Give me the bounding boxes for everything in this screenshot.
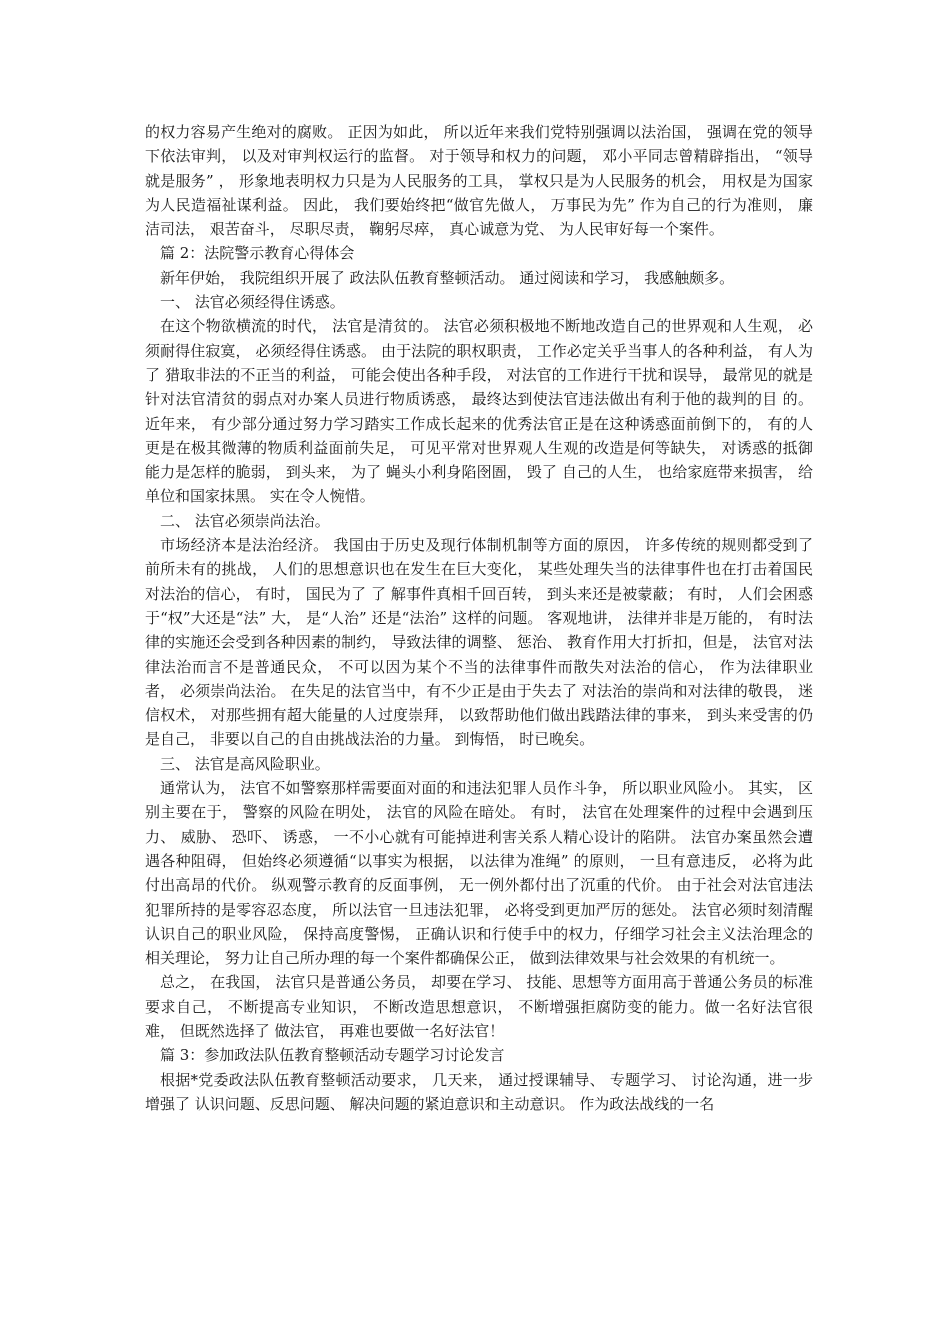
- paragraph-point-3: 通常认为， 法官不如警察那样需要面对面的和违法犯罪人员作斗争， 所以职业风险小。 其实， 区别主要在于， 警察的风险在明处， 法官的风险在暗处。 有时， 法官在处理案件的过程中会遇到压力、 威胁、 恐吓、 诱惑， 一不小心就有可能掉进利害关系人精心设计的陷阱。 法官办案虽然会遭遇各种阻碍， 但始终必须遵循“以事实为根据， 以法律为准绳” 的原则， 一旦有意违反， 必将为此付出高昂的代价。 纵观警示教育的反面事例， 无一例外都付出了沉重的代价。 由于社会对法官违法犯罪所持的是零容忍态度， 所以法官一旦违法犯罪， 必将受到更加严厉的惩处。 法官必须时刻清醒认识自己的职业风险， 保持高度警惕， 正确认识和行使手中的权力，仔细学习社会主义法治理念的相关理论， 努力让自己所办理的每一个案件都确保公正， 做到法律效果与社会效果的有机统一。: [145, 779, 813, 968]
- heading-point-2: 二、 法官必须崇尚法治。: [160, 511, 330, 530]
- section-title-part2: 篇 2：法院警示教育心得体会: [160, 244, 355, 263]
- heading-point-3: 三、 法官是高风险职业。: [160, 754, 330, 773]
- paragraph-conclusion: 总之， 在我国， 法官只是普通公务员， 却要在学习、 技能、思想等方面用高于普通公务员的标准要求自己， 不断提高专业知识， 不断改造思想意识， 不断增强拒腐防变的能力。做一名好法官很难， 但既然选择了 做法官， 再难也要做一名好法官！: [145, 973, 813, 1040]
- document-page: [145, 120, 813, 1116]
- heading-point-1: 一、 法官必须经得住诱惑。: [160, 293, 345, 312]
- paragraph-part3-intro: 根据*党委政法队伍教育整顿活动要求， 几天来， 通过授课辅导、 专题学习、 讨论沟通，进一步增强了 认识问题、反思问题、 解决问题的紧迫意识和主动意识。 作为政法战线的一名: [145, 1070, 813, 1113]
- paragraph-intro: 新年伊始， 我院组织开展了 政法队伍教育整顿活动。 通过阅读和学习， 我感触颇多。: [160, 268, 735, 287]
- section-title-part3: 篇 3：参加政法队伍教育整顿活动专题学习讨论发言: [160, 1046, 505, 1065]
- paragraph-point-2: 市场经济本是法治经济。 我国由于历史及现行体制机制等方面的原因， 许多传统的规则都受到了 前所未有的挑战， 人们的思想意识也在发生在巨大变化， 某些处理失当的法律事件也在打击着国民对法治的信心， 有时， 国民为了 了 解事件真相千回百转， 到头来还是被蒙蔽； 有时， 人们会困惑于“权”大还是“法” 大， 是“人治” 还是“法治” 这样的问题。 客观地讲， 法律并非是万能的， 有时法律的实施还会受到各种因素的制约， 导致法律的调整、 惩治、 教育作用大打折扣，但是， 法官对法律法治而言不是普通民众， 不可以因为某个不当的法律事件而散失对法治的信心， 作为法律职业者， 必须崇尚法治。 在失足的法官当中，有不少正是由于失去了 对法治的崇尚和对法律的敬畏， 迷信权术， 对那些拥有超大能量的人过度崇拜， 以致帮助他们做出践踏法律的事来， 到头来受害的仍是自己， 非要以自己的自由挑战法治的力量。 到悔悟， 时已晚矣。: [145, 536, 813, 749]
- paragraph-point-1: 在这个物欲横流的时代， 法官是清贫的。 法官必须积极地不断地改造自己的世界观和人生观， 必须耐得住寂寞， 必须经得住诱惑。 由于法院的职权职责， 工作必定关乎当事人的各种利益， 有人为了 猎取非法的不正当的利益， 可能会使出各种手段， 对法官的工作进行干扰和误导， 最常见的就是针对法官清贫的弱点对办案人员进行物质诱惑， 最终达到使法官违法做出有利于他的裁判的目 的。 近年来， 有少部分通过努力学习踏实工作成长起来的优秀法官正是在这种诱惑面前倒下的， 有的人更是在极其微薄的物质利益面前失足， 可见平常对世界观人生观的改造是何等缺失， 对诱惑的抵御能力是怎样的脆弱， 到头来， 为了 蝇头小利身陷囹圄， 毁了 自己的人生， 也给家庭带来损害， 给单位和国家抹黑。 实在令人惋惜。: [145, 317, 813, 506]
- paragraph-continuation: 的权力容易产生绝对的腐败。 正因为如此， 所以近年来我们党特别强调以法治国， 强调在党的领导下依法审判， 以及对审判权运行的监督。 对于领导和权力的问题， 邓小平同志曾精辟指出， “领导就是服务” ， 形象地表明权力只是为人民服务的工具， 掌权只是为人民服务的机会， 用权是为国家为人民造福祉谋利益。 因此， 我们要始终把“做官先做人， 万事民为先” 作为自己的行为准则， 廉洁司法， 艰苦奋斗， 尽职尽责， 鞠躬尽瘁， 真心诚意为党、 为人民审好每一个案件。: [145, 123, 813, 239]
